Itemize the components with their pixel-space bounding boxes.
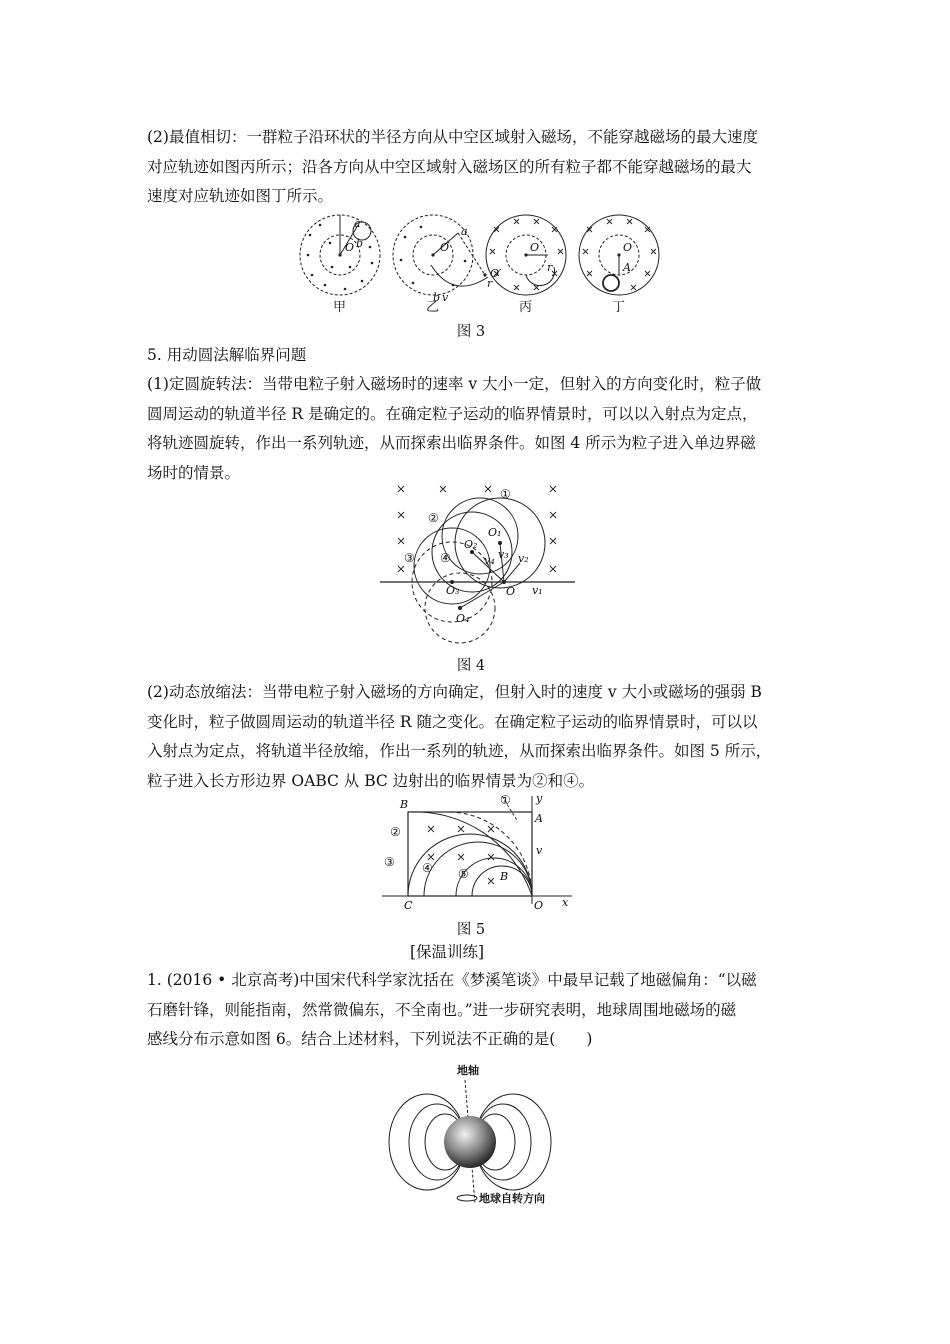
figure-4 [380,478,580,648]
fig3-panel-ding [579,215,659,295]
fig5-label-y: y [536,792,543,805]
fig5-label-A: A [535,812,543,825]
fig3-panel-label: 甲 [333,300,347,315]
fig5-label-c3: ③ [384,855,395,869]
text-line: 变化时，粒子做圆周运动的轨道半径 R 随之变化。在确定粒子运动的临界情景时，可以以 [147,712,758,731]
fig3-label-a: a [354,217,361,230]
text-line: 将轨迹圆旋转，作出一系列轨迹，从而探索出临界条件。如图 4 所示为粒子进入单边界磁 [147,434,756,452]
text-line: 入射点为定点，将轨道半径放缩，作出一系列的轨迹，从而探索出临界条件。如图 5 所示， [147,742,772,760]
fig4-label-c2: ② [428,511,439,525]
fig5-label-v: v [536,844,543,857]
fig5-label-O: O [534,899,544,910]
fig3-panel-jia [300,215,380,295]
text-line: 对应轨迹如图丙所示；沿各方向从中空区域射入磁场区的所有粒子都不能穿越磁场的最大 [147,157,752,176]
fig3-panel-label: 乙 [426,300,440,315]
text-line: (1)定圆旋转法：当带电粒子射入磁场时的速率 v 大小一定，但射入的方向变化时，粒子做 [147,375,762,393]
fig3-panel-label: 丁 [612,300,626,315]
fig6-axis-label: 地轴 [457,1064,479,1077]
fig3-label-a: a [461,225,468,238]
text-line: (2)最值相切：一群粒子沿环状的半径方向从中空区域射入磁场，不能穿越磁场的最大速度 [147,128,758,146]
text-line: 感线分布示意如图 6。结合上述材料，下列说法不正确的是( ) [147,1030,593,1048]
fig4-label-v2: v₂ [518,552,529,565]
text-line: 速度对应轨迹如图丁所示。 [147,187,334,205]
fig3-label-O: O [440,241,450,254]
figure-3 [290,205,670,317]
para-extreme-tangent [147,123,827,212]
text-line: 粒子进入长方形边界 OABC 从 BC 边射出的临界情景为②和④。 [147,771,595,790]
fig3-label-v: v [442,291,449,304]
fig4-label-O1: O₁ [488,526,502,539]
text-line: 石磨针锋，则能指南，然常微偏东，不全南也。”进一步研究表明，地球周围地磁场的磁 [147,1000,737,1019]
question-1 [147,966,827,1055]
text-line: 场时的情景。 [147,463,241,482]
section-heading: 5. 用动圆法解临界问题 [147,346,307,364]
fig3-label-b: b [356,237,364,250]
figure-5-caption: 图 5 [456,922,486,938]
fig3-panel-yi [393,215,488,295]
fig4-label-v1: v₁ [532,584,543,597]
fig3-label-b: b [433,291,441,304]
fig6-rotation-label: 地球自转方向 [479,1192,545,1205]
fig3-label-r: r [487,277,493,290]
text-line: (2)动态放缩法：当带电粒子射入磁场的方向确定，但射入时的速度 v 大小或磁场的强弱 B [147,683,762,701]
text-line: 圆周运动的轨道半径 R 是确定的。在确定粒子运动的临界情景时，可以以入射点为定点， [147,404,758,423]
fig4-label-v4: v₄ [484,554,495,567]
fig5-label-x: x [562,896,569,909]
fig3-label-A: A [623,261,631,274]
fig4-label-c3: ③ [404,551,415,565]
fig5-label-c5: ⑤ [458,867,469,881]
fig5-label-c1: ① [500,793,511,807]
fig3-label-O: O [623,241,633,254]
fig5-label-c4: ④ [422,861,433,875]
fig5-label-c2: ② [390,825,401,839]
fig4-label-c4: ④ [440,551,451,565]
text-line: 1. (2016 • 北京高考)中国宋代科学家沈括在《梦溪笔谈》中最早记载了地磁偏角：“以磁 [147,971,757,989]
figure-3-caption: 图 3 [456,324,486,340]
fig3-label-r: r [547,261,553,274]
fig4-label-O2: O₂ [464,538,478,551]
training-heading: [保温训练] [410,943,485,961]
fig5-label-B-field: B [500,870,509,883]
fig4-label-O4: O₄ [456,612,470,625]
fig3-panel-bing [486,215,566,295]
fig4-label-c1: ① [500,487,511,501]
fig4-label-O: O [506,585,516,598]
fig3-label-O: O [530,241,540,254]
fig3-label-O: O [345,241,355,254]
earth-sphere [444,1116,496,1168]
para-fixed-circle-rotation [147,370,827,488]
para-dynamic-scaling [147,678,827,796]
fig4-label-v3: v₃ [498,548,509,561]
fig3-panel-label: 丙 [519,300,533,315]
fig5-label-B: B [400,798,409,811]
figure-4-caption: 图 4 [456,658,486,674]
figure-5 [372,792,582,910]
fig5-label-C: C [404,899,413,910]
fig4-label-O3: O₃ [446,584,460,597]
fig3-label-O-prime: O′ [490,267,502,280]
figure-6 [385,1062,565,1212]
